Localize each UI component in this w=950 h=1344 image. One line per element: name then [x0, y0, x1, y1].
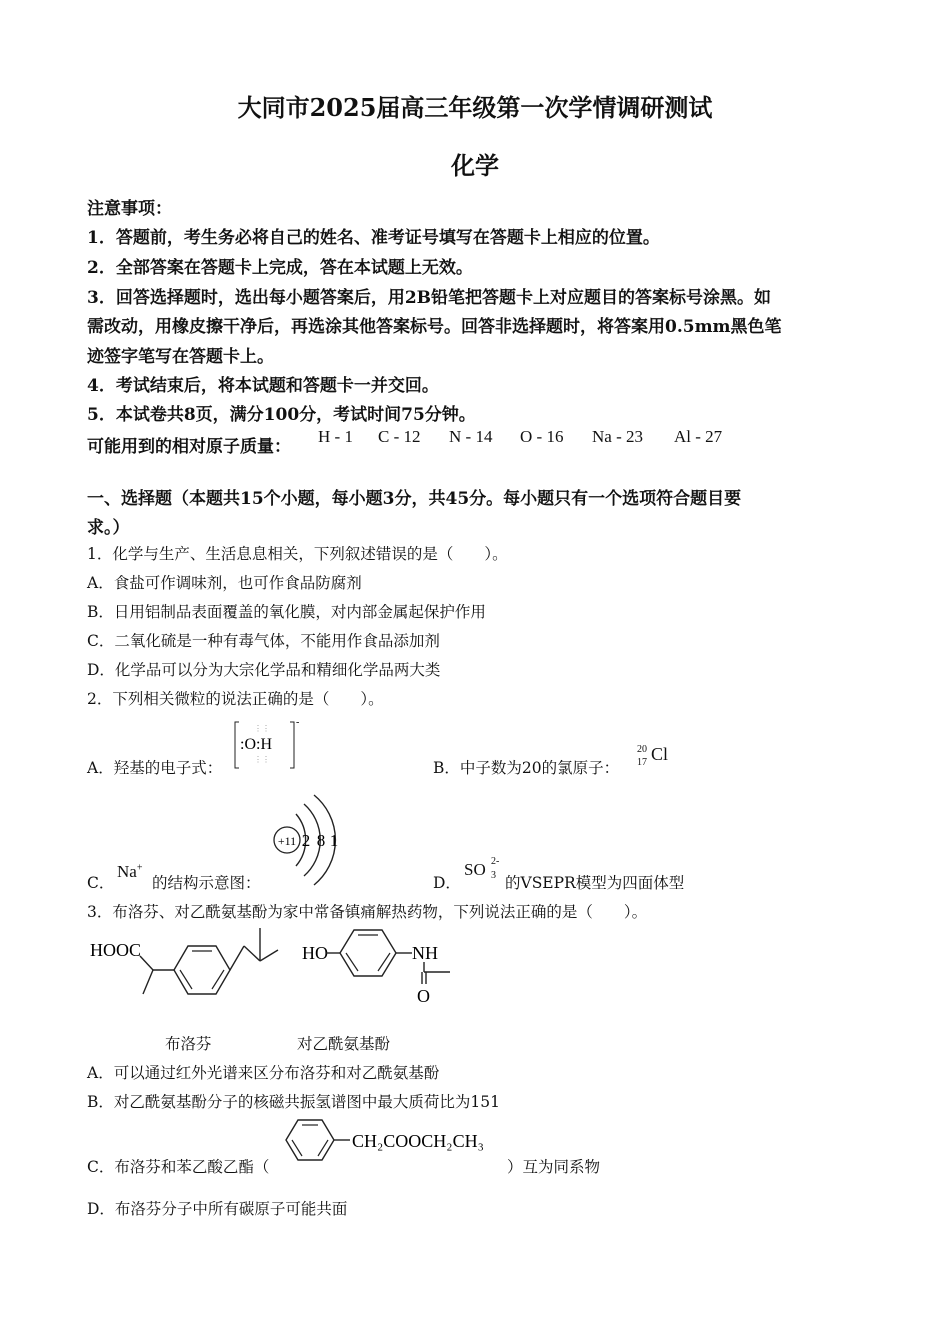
hydroxyl-electron-formula [232, 718, 306, 774]
atomic-mass-c: C - 12 [378, 427, 421, 446]
paracetamol-hydroxyl: HO [302, 943, 328, 963]
section-heading-cont: 求。） [87, 518, 130, 538]
q1-option-d: D．化学品可以分为大宗化学品和精细化学品两大类 [87, 661, 441, 679]
sodium-ion-structure-diagram [266, 792, 358, 888]
atomic-mass-al: Al - 27 [674, 427, 723, 446]
atomic-number: 17 [637, 757, 647, 768]
shell-electrons-3: 1 [329, 831, 339, 850]
atomic-mass-values [318, 427, 722, 447]
ibuprofen-svg [88, 926, 298, 1004]
mass-number: 20 [637, 744, 647, 755]
notice-item: 5．本试卷共8页，满分100分，考试时间75分钟。 [87, 405, 476, 425]
notice-item: 需改动，用橡皮擦干净后，再选涂其他答案标号。回答非选择题时，将答案用0.5mm黑色笔 [87, 317, 782, 337]
paracetamol-caption: 对乙酰氨基酚 [297, 1035, 391, 1053]
q1-option-a: A．食盐可作调味剂，也可作食品防腐剂 [87, 574, 362, 592]
paracetamol-carbonyl-o: O [417, 986, 430, 1006]
benzene-ring [174, 946, 230, 994]
atomic-mass-n: N - 14 [449, 427, 493, 446]
benzene-ring [340, 930, 396, 976]
q2-option-d: D． [433, 874, 461, 892]
q2-option-a: A．羟基的电子式： [87, 759, 223, 777]
sulfite-subscript: 3 [491, 870, 496, 881]
hydroxyl-charge: - [296, 718, 300, 728]
subject-title: 化学 [451, 151, 499, 180]
sulfite-charge: 2- [491, 856, 500, 867]
notice-item: 3．回答选择题时，选出每小题答案后，用2B铅笔把答题卡上对应题目的答案标号涂黑。如 [87, 288, 772, 308]
paracetamol-svg [300, 926, 470, 1008]
q2-option-c-suffix: 的结构示意图： [152, 874, 261, 892]
notice-item: 1．答题前，考生务必将自己的姓名、准考证号填写在答题卡上相应的位置。 [87, 228, 660, 248]
ethyl-phenylacetate-structure [282, 1116, 502, 1166]
atomic-mass-label: 可能用到的相对原子质量： [87, 437, 291, 457]
q1-option-b: B．日用铝制品表面覆盖的氧化膜，对内部金属起保护作用 [87, 603, 486, 621]
bracket-svg [232, 718, 306, 774]
ibuprofen-carboxyl: HOOC [90, 940, 142, 960]
notice-item: 迹签字笔写在答题卡上。 [87, 347, 274, 367]
shell-electrons-1: 2 [301, 831, 311, 850]
ester-chain-formula: CH₂COOCH₂CH₃ [352, 1131, 484, 1151]
atomic-mass-o: O - 16 [520, 427, 564, 446]
sulfite-ion [464, 856, 506, 886]
atomic-mass-na: Na - 23 [592, 427, 643, 446]
q1-stem: 1．化学与生产、生活息息相关，下列叙述错误的是（ ）。 [87, 545, 508, 563]
q3-option-c-suffix: ）互为同系物 [507, 1158, 601, 1176]
sodium-charge: + [136, 862, 143, 874]
ibuprofen-caption: 布洛芬 [165, 1035, 212, 1053]
ethyl-phenylacetate-svg [282, 1116, 502, 1166]
hydroxyl-text: :O:H [240, 736, 272, 753]
nucleus-charge: +11 [277, 834, 297, 848]
q1-option-c: C．二氧化硫是一种有毒气体，不能用作食品添加剂 [87, 632, 440, 650]
ibuprofen-structure [88, 926, 298, 1004]
top-electron-dots: ⋮⋮ [254, 724, 270, 733]
element-symbol: Cl [651, 744, 669, 764]
q3-option-b: B．对乙酰氨基酚分子的核磁共振氢谱图中最大质荷比为151 [87, 1093, 500, 1111]
notice-item: 2．全部答案在答题卡上完成，答在本试题上无效。 [87, 258, 473, 278]
bottom-electron-dots: ⋮⋮ [254, 755, 270, 764]
notice-heading: 注意事项： [87, 199, 172, 219]
sodium-ion [117, 862, 142, 882]
atomic-mass-h: H - 1 [318, 427, 353, 446]
sodium-symbol: Na [117, 862, 137, 881]
sulfite-symbol: SO [464, 860, 486, 879]
q3-option-c: C．布洛芬和苯乙酸乙酯（ [87, 1158, 270, 1176]
q2-stem: 2．下列相关微粒的说法正确的是（ ）。 [87, 690, 384, 708]
q2-option-c: C． [87, 874, 115, 892]
q3-option-d: D．布洛芬分子中所有碳原子可能共面 [87, 1200, 348, 1218]
shell-electrons-2: 8 [316, 831, 326, 850]
section-heading: 一、选择题（本题共15个小题，每小题3分，共45分。每小题只有一个选项符合题目要 [87, 489, 742, 509]
notice-item: 4．考试结束后，将本试题和答题卡一并交回。 [87, 376, 439, 396]
chlorine-nuclide [637, 742, 687, 772]
q3-option-a: A．可以通过红外光谱来区分布洛芬和对乙酰氨基酚 [87, 1064, 440, 1082]
paracetamol-amide-nh: NH [412, 943, 438, 963]
page-title: 大同市2025届高三年级第一次学情调研测试 [237, 93, 713, 122]
q2-option-d-suffix: 的VSEPR模型为四面体型 [505, 874, 685, 892]
shell-diagram-svg [266, 792, 358, 888]
q3-stem: 3．布洛芬、对乙酰氨基酚为家中常备镇痛解热药物，下列说法正确的是（ ）。 [87, 903, 648, 921]
benzene-ring [286, 1120, 334, 1160]
paracetamol-structure [300, 926, 470, 1008]
q2-option-b: B．中子数为20的氯原子： [433, 759, 620, 777]
